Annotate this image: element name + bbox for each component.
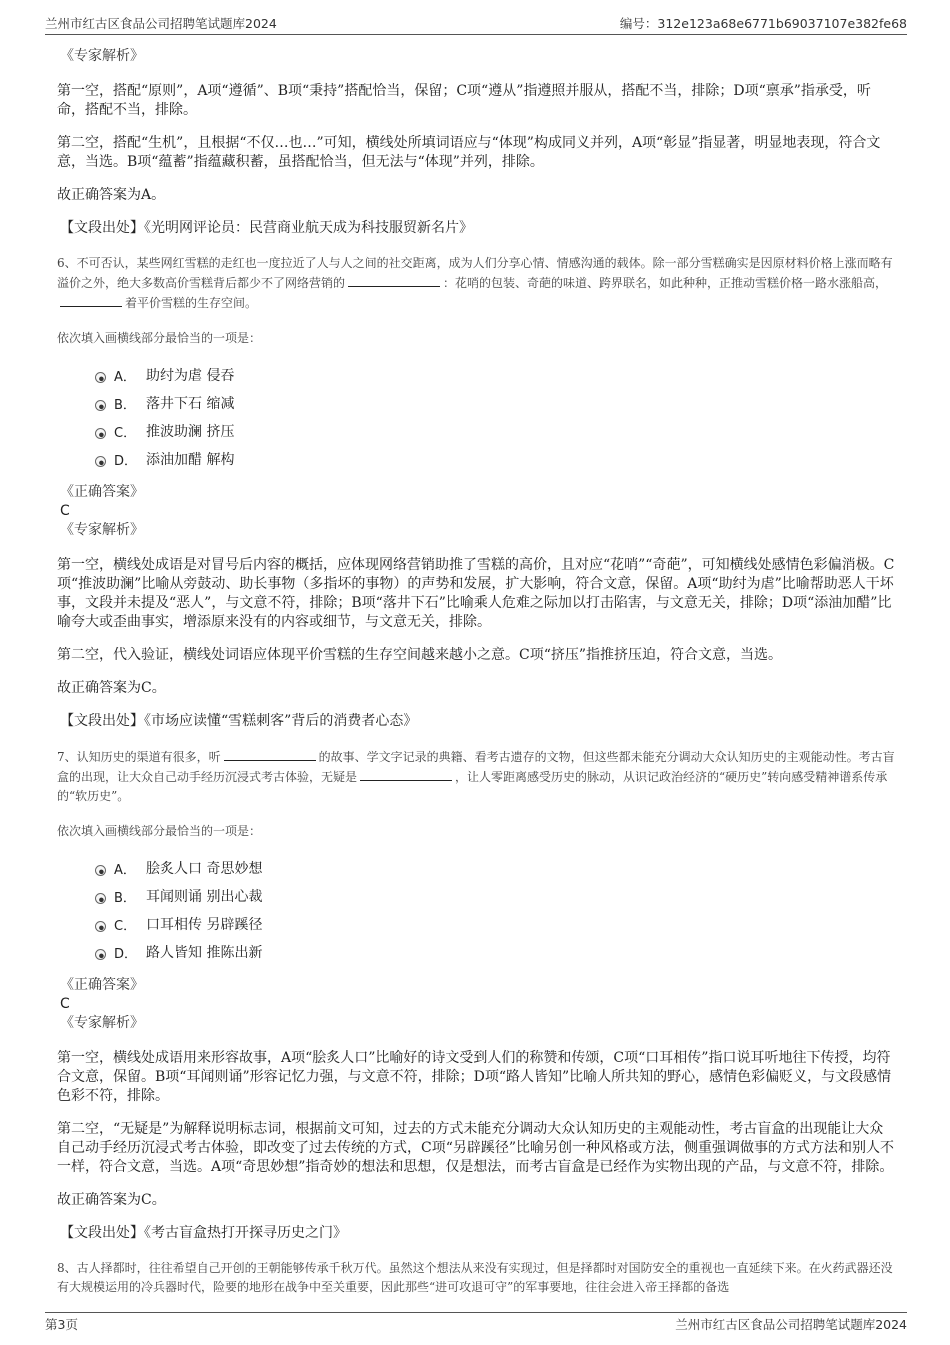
fill-blank-2 [60,293,122,307]
option-c[interactable]: C． 口耳相传 另辟蹊径 [95,910,897,938]
header-doc-title: 兰州市红古区食品公司招聘笔试题库2024 [45,16,277,31]
question-8-text: 8、古人择都时，往往希望自己开创的王朝能够传承千秋万代。虽然这个想法从来没有实现过，但是择都时对国防安全的重视也一直延续下来。在火药武器还没有大规模运用的冷兵器时代，险要的地形在战争中至关重要，因此那些“进可攻退可守”的军事要地，往往会进入帝王择都的备选 [57,1261,893,1294]
analysis-paragraph: 第二空，“无疑是”为解释说明标志词，根据前文可知，过去的方式未能充分调动大众认知历史的主观能动性，考古盲盒的出现能让大众自己动手经历沉浸式考古体验，即改变了过去传统的方式，C项“另辟蹊径”比喻另创一种风格或方法，侧重强调做事的方式方法和别人不一样，符合文意，当选。A项“奇思妙想”指奇妙的想法和思想，仅是想法，而考古盲盒是已经作为实物出现的产品，与文意不符，排除。 [57,1121,895,1175]
header-doc-id: 编号：312e123a68e6771b69037107e382fe68 [619,16,907,31]
analysis-paragraph: 第二空，代入验证，横线处词语应体现平价雪糕的生存空间越来越小之意。C项“挤压”指推挤压迫，符合文意，当选。 [57,647,783,663]
answer-conclusion: 故正确答案为C。 [57,680,166,696]
source-citation: 【文段出处】《市场应读懂“雪糕刺客”背后的消费者心态》 [60,713,418,729]
correct-answer-label: 《正确答案》 [60,484,144,500]
footer-doc-title: 兰州市红古区食品公司招聘笔试题库2024 [675,1317,907,1332]
source-citation: 【文段出处】《光明网评论员：民营商业航天成为科技服贸新名片》 [60,220,473,236]
correct-answer-value: C [60,503,70,519]
option-b[interactable]: B． 耳闻则诵 别出心裁 [95,882,897,910]
correct-answer-value: C [60,996,70,1012]
question-7-options [95,854,897,966]
question-7-text: 7、认知历史的渠道有很多，听 的故事、学文字记录的典籍、看考古遗存的文物，但这些都未能充分调动大众认知历史的主观能动性。考古盲盒的出现，让大众自己动手经历沉浸式考古体验，无疑是 ，让人零距离感受历史的脉动，从识记政治经济的“硬历史”转向感受精神谱系传承的“软历史”。 [57,747,897,806]
radio-icon[interactable] [95,949,106,960]
radio-icon[interactable] [95,893,106,904]
page-content [57,46,897,1313]
question-6-options [95,361,897,473]
analysis-paragraph: 第一空，搭配“原则”，A项“遵循”、B项“秉持”搭配恰当，保留；C项“遵从”指遵照并服从，搭配不当，排除；D项“禀承”指承受，听命，搭配不当，排除。 [57,83,871,118]
fill-blank-1 [224,747,316,761]
page-number: 第3页 [45,1317,78,1332]
option-d[interactable]: D． 添油加醋 解构 [95,445,897,473]
radio-icon[interactable] [95,456,106,467]
fill-blank-2 [360,767,452,781]
radio-icon[interactable] [95,428,106,439]
answer-conclusion: 故正确答案为C。 [57,1192,166,1208]
expert-analysis-label: 《专家解析》 [60,1015,144,1031]
radio-icon[interactable] [95,400,106,411]
page-header [45,14,907,35]
radio-icon[interactable] [95,865,106,876]
analysis-paragraph: 第二空，搭配“生机”，且根据“不仅…也…”可知，横线处所填词语应与“体现”构成同义并列，A项“彰显”指显著，明显地表现，符合文意，当选。B项“蕴蓄”指蕴藏积蓄，虽搭配恰当，但无法与“体现”并列，排除。 [57,135,881,170]
radio-icon[interactable] [95,921,106,932]
option-a[interactable]: A． 脍炙人口 奇思妙想 [95,854,897,882]
option-d[interactable]: D． 路人皆知 推陈出新 [95,938,897,966]
source-citation: 【文段出处】《考古盲盒热打开探寻历史之门》 [60,1225,347,1241]
analysis-paragraph: 第一空，横线处成语用来形容故事，A项“脍炙人口”比喻好的诗文受到人们的称赞和传颂，C项“口耳相传”指口说耳听地往下传授，均符合文意，保留。B项“耳闻则诵”形容记忆力强，与文意不符，排除；D项“路人皆知”比喻人所共知的野心，感情色彩偏贬义，与文段感情色彩不符，排除。 [57,1050,892,1104]
analysis-paragraph: 第一空，横线处成语是对冒号后内容的概括，应体现网络营销助推了雪糕的高价，且对应“花哨”“奇葩”，可知横线处感情色彩偏消极。C项“推波助澜”比喻从旁鼓动、助长事物（多指坏的事物）的声势和发展，扩大影响，符合文意，保留。A项“助纣为虐”比喻帮助恶人干坏事，文段并未提及“恶人”，与文意不符，排除；B项“落井下石”比喻乘人危难之际加以打击陷害，与文意无关，排除；D项“添油加醋”比喻夸大或歪曲事实，增添原来没有的内容或细节，与文意无关，排除。 [57,557,895,630]
page-footer [45,1312,907,1335]
fill-blank-1 [348,273,440,287]
expert-analysis-label: 《专家解析》 [60,48,144,64]
answer-conclusion: 故正确答案为A。 [57,187,166,203]
expert-analysis-label: 《专家解析》 [60,522,144,538]
correct-answer-label: 《正确答案》 [60,977,144,993]
question-7-prompt: 依次填入画横线部分最恰当的一项是： [57,824,262,838]
question-6-text: 6、不可否认，某些网红雪糕的走红也一度拉近了人与人之间的社交距离，成为人们分享心情、情感沟通的载体。除一部分雪糕确实是因原材料价格上涨而略有溢价之外，绝大多数高价雪糕背后都少不了网络营销的 ：花哨的包装、奇葩的味道、跨界联名，如此种种，正推动雪糕价格一路水涨船高，着平价雪糕的生存空间。 [57,256,893,310]
option-b[interactable]: B． 落井下石 缩减 [95,389,897,417]
radio-icon[interactable] [95,372,106,383]
question-6-prompt: 依次填入画横线部分最恰当的一项是： [57,331,262,345]
option-a[interactable]: A． 助纣为虐 侵吞 [95,361,897,389]
option-c[interactable]: C． 推波助澜 挤压 [95,417,897,445]
